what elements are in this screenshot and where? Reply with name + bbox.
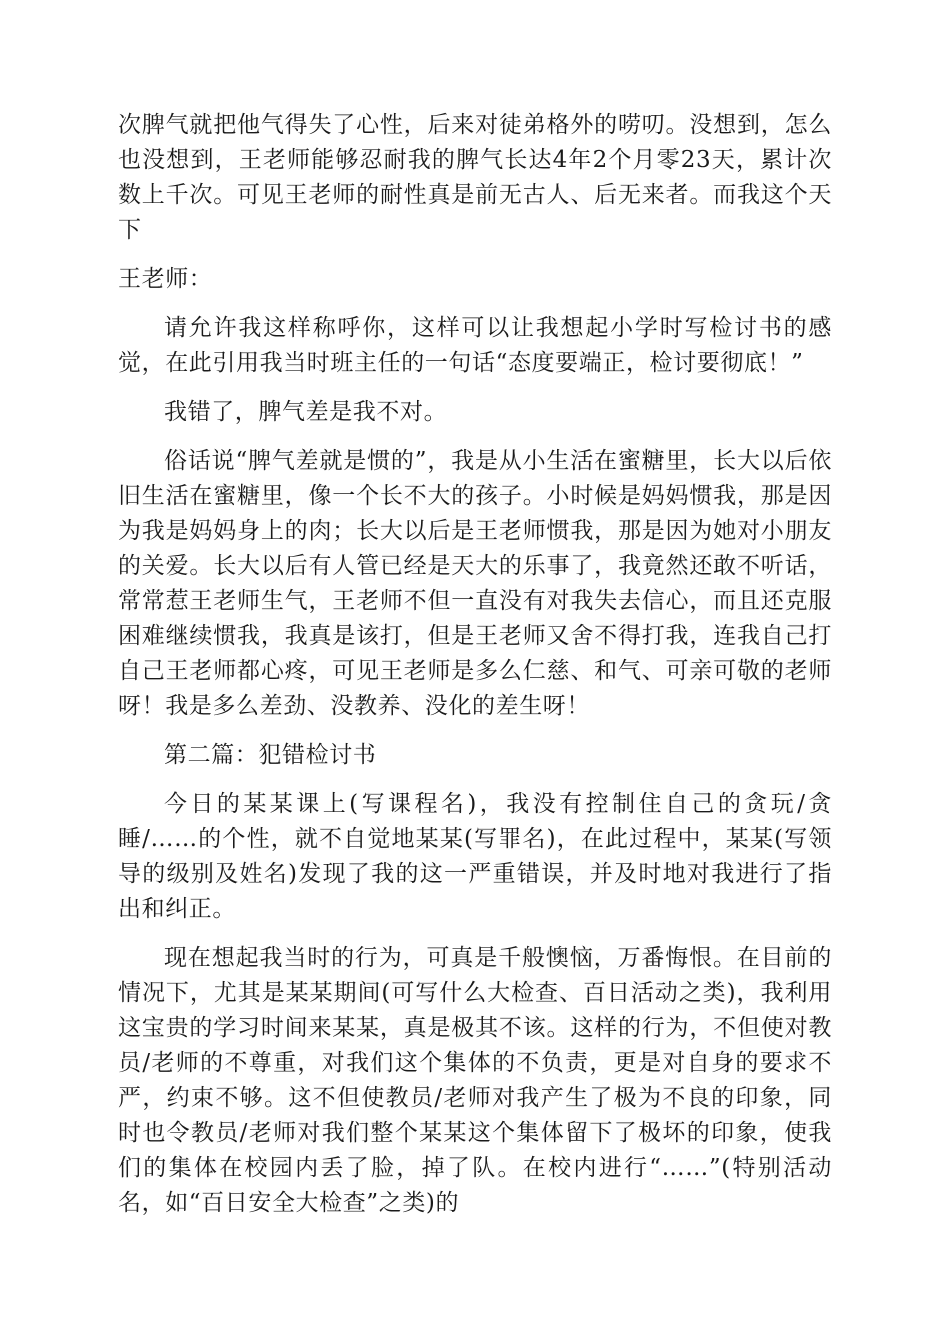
paragraph-apology: 我错了，脾气差是我不对。 bbox=[164, 399, 448, 425]
paragraph-regret: 现在想起我当时的行为，可真是千般懊恼，万番悔恨。在目前的情况下，尤其是某某期间(可写什么大检查、百日活动之类)，我利用这宝贵的学习时间来某某，真是极其不该。这样的行为，不但使对教员/老师的不尊重，对我们这个集体的不负责，更是对自身的要求不严，约束不够。这不但使教员/老师对我产生了极为不良的印象，同时也令教员/老师对我们整个某某这个集体留下了极坏的印象，使我们的集体在校园内丢了脸，掉了队。在校内进行“……”(特别活动名，如“百日安全大检查”之类)的 bbox=[118, 945, 832, 1216]
document-body bbox=[118, 108, 832, 1235]
paragraph-intro: 请允许我这样称呼你，这样可以让我想起小学时写检讨书的感觉，在此引用我当时班主任的一句话“态度要端正，检讨要彻底！” bbox=[118, 315, 832, 376]
paragraph-incident: 今日的某某课上(写课程名)，我没有控制住自己的贪玩/贪睡/……的个性，就不自觉地某某(写罪名)，在此过程中，某某(写领导的级别及姓名)发现了我的这一严重错误，并及时地对我进行了指出和纠正。 bbox=[118, 791, 832, 922]
paragraph-continuation: 次脾气就把他气得失了心性，后来对徒弟格外的唠叨。没想到，怎么也没想到，王老师能够忍耐我的脾气长达4年2个月零23天，累计次数上千次。可见王老师的耐性真是前无古人、后无来者。而我这个天下 bbox=[118, 112, 832, 243]
salutation: 王老师： bbox=[118, 266, 213, 292]
paragraph-reflection: 俗话说“脾气差就是惯的”，我是从小生活在蜜糖里，长大以后依旧生活在蜜糖里，像一个长不大的孩子。小时候是妈妈惯我，那是因为我是妈妈身上的肉；长大以后是王老师惯我，那是因为她对小朋友的关爱。长大以后有人管已经是天大的乐事了，我竟然还敢不听话，常常惹王老师生气，王老师不但一直没有对我失去信心，而且还克服困难继续惯我，我真是该打，但是王老师又舍不得打我，连我自己打自己王老师都心疼，可见王老师是多么仁慈、和气、可亲可敬的老师呀！我是多么差劲、没教养、没化的差生呀！ bbox=[118, 448, 832, 719]
section-heading: 第二篇：犯错检讨书 bbox=[164, 742, 377, 768]
